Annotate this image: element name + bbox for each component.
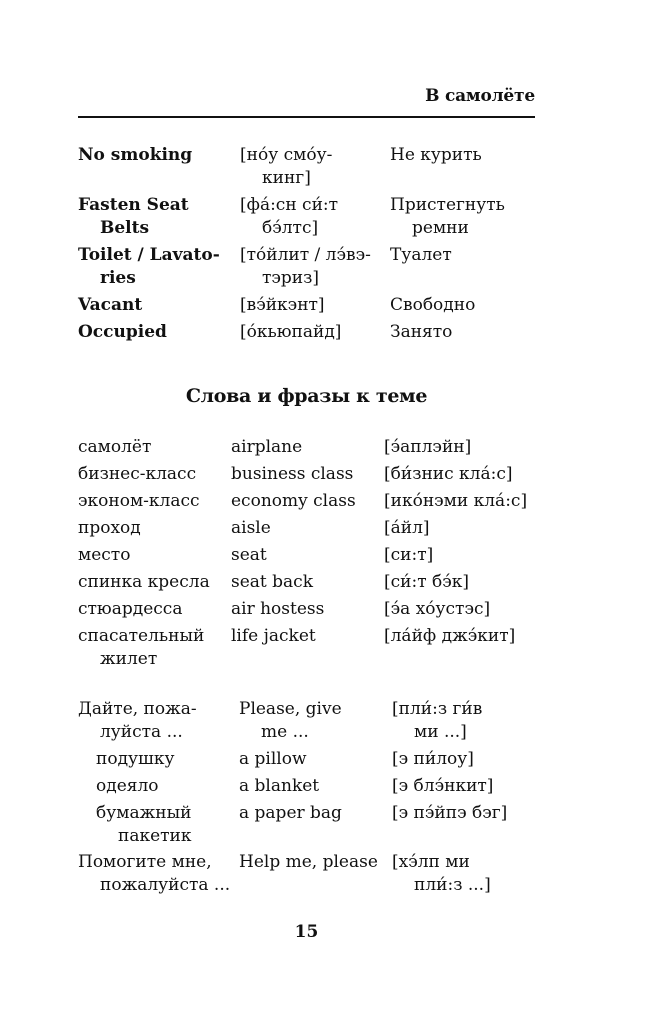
vocab-english: aisle [231, 518, 271, 538]
phrase-russian: подушку [96, 749, 175, 769]
sign-russian: Не курить [390, 145, 482, 165]
sign-english: No smoking [78, 145, 193, 165]
section-title: Слова и фразы к теме [185, 385, 428, 407]
vocab-russian: спасательный жилет [78, 626, 205, 669]
vocab-pronunciation: [э́а хо́устэс] [384, 599, 491, 619]
vocab-pronunciation: [ико́нэми кла́:с] [384, 491, 528, 511]
sign-russian: Туалет [390, 245, 452, 265]
phrase-english: a paper bag [239, 803, 342, 823]
vocab-russian: эконом-класс [78, 491, 200, 511]
sign-pronunciation: [фа́:сн си́:т бэ́лтс] [240, 195, 339, 238]
sign-russian: Занято [390, 322, 453, 342]
phrase-russian: Дайте, пожа- луйста ... [78, 699, 197, 742]
page-number: 15 [294, 922, 319, 942]
vocab-english: life jacket [231, 626, 316, 646]
sign-pronunciation: [вэ́йкэнт] [240, 295, 325, 315]
vocab-english: airplane [231, 437, 303, 457]
phrase-russian: одеяло [96, 776, 159, 796]
phrase-pronunciation: [э пи́лоу] [392, 749, 474, 769]
phrase-pronunciation: [э блэ́нкит] [392, 776, 494, 796]
vocab-russian: спинка кресла [78, 572, 210, 592]
phrase-pronunciation: [э пэ́йпэ бэг] [392, 803, 508, 823]
vocab-pronunciation: [си́:т бэ́к] [384, 572, 470, 592]
vocab-pronunciation: [а́йл] [384, 518, 430, 538]
vocab-english: business class [231, 464, 354, 484]
vocab-english: seat back [231, 572, 313, 592]
vocab-russian: место [78, 545, 131, 565]
header-rule [78, 116, 535, 118]
sign-russian: Пристегнуть ремни [390, 195, 505, 238]
vocab-pronunciation: [ла́йф джэ́кит] [384, 626, 516, 646]
sign-english: Fasten Seat Belts [78, 195, 189, 238]
vocab-russian: проход [78, 518, 141, 538]
vocab-pronunciation: [би́знис кла́:с] [384, 464, 513, 484]
vocab-english: air hostess [231, 599, 325, 619]
phrase-english: a pillow [239, 749, 307, 769]
vocab-russian: бизнес-класс [78, 464, 197, 484]
phrase-pronunciation: [хэ́лп ми пли́:з ...] [392, 852, 491, 895]
phrase-pronunciation: [пли́:з ги́в ми ...] [392, 699, 483, 742]
vocab-russian: самолёт [78, 437, 152, 457]
phrase-english: a blanket [239, 776, 320, 796]
phrase-english: Help me, please [239, 852, 378, 872]
sign-english: Toilet / Lavato- ries [78, 245, 220, 288]
vocab-english: seat [231, 545, 267, 565]
phrase-russian: Помогите мне, пожалуйста ... [78, 852, 231, 895]
phrase-english: Please, give me ... [239, 699, 342, 742]
sign-english: Vacant [78, 295, 143, 315]
vocab-russian: стюардесса [78, 599, 183, 619]
vocab-pronunciation: [э́аплэйн] [384, 437, 472, 457]
phrase-russian: бумажный пакетик [96, 803, 192, 846]
sign-russian: Свободно [390, 295, 476, 315]
sign-english: Occupied [78, 322, 167, 342]
sign-pronunciation: [о́кьюпайд] [240, 322, 342, 342]
vocab-pronunciation: [си:т] [384, 545, 434, 565]
sign-pronunciation: [то́йлит / лэ́вэ- тэриз] [240, 245, 371, 288]
running-header: В самолёте [425, 86, 535, 106]
sign-pronunciation: [но́у смо́у- кинг] [240, 145, 333, 188]
vocab-english: economy class [231, 491, 356, 511]
